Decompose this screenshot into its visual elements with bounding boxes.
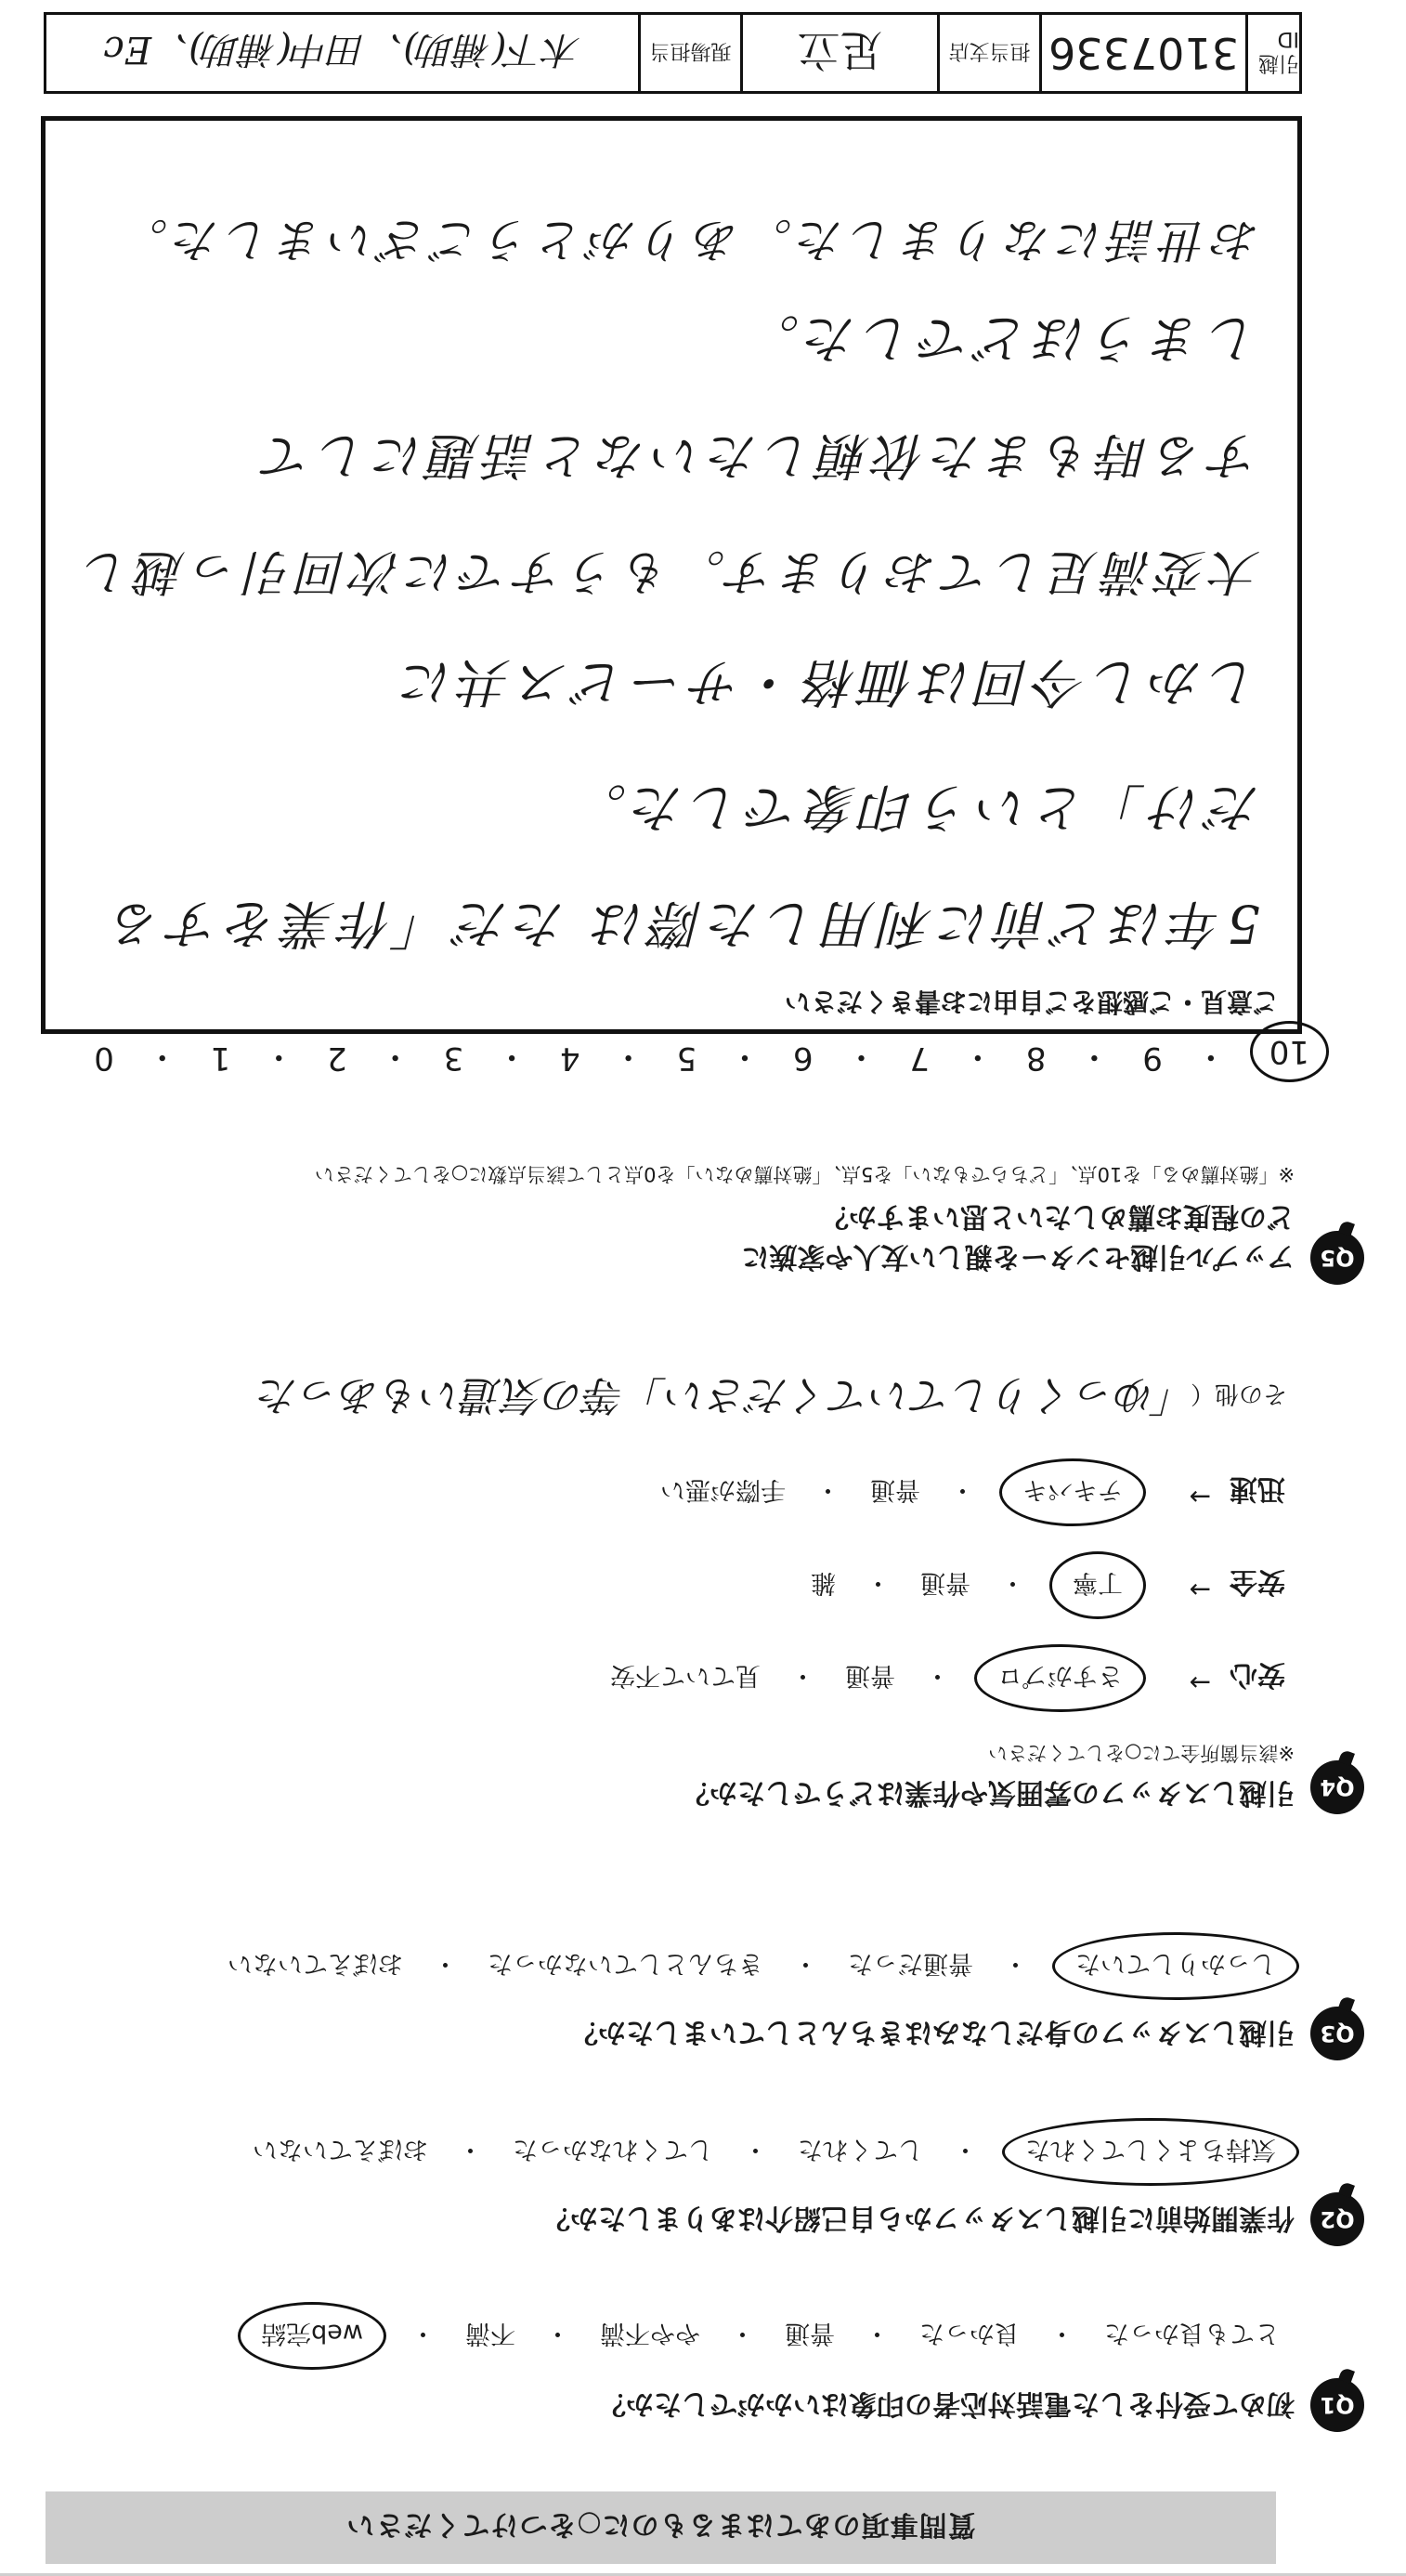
- q4-question: 引越しスタッフの雰囲気や作業はどうでしたか？: [682, 1776, 1295, 1809]
- q4-row-1-option-1-selected[interactable]: さすがプロ: [974, 1644, 1146, 1712]
- q1-options: とても良かった ・ 良かった ・ 普通 ・ やや不満 ・ 不満 ・ web完結: [238, 2302, 1285, 2370]
- crew-label: 現場担当: [638, 15, 740, 91]
- q3-option-3[interactable]: きちんとしていなかった: [488, 1949, 763, 1978]
- q5-note: ※「絶対薦める」を10点、「どちらでもない」を5点、「絶対薦めない」を0点として該当点数に○をしてください: [314, 1163, 1295, 1185]
- q5-score-9[interactable]: 9: [1142, 1040, 1163, 1077]
- branch-value: 足立: [740, 15, 937, 91]
- q4-row-1-label: 安心: [1230, 1658, 1285, 1691]
- q3-question: 引越しスタッフの身だしなみはきちんとしていましたか？: [570, 2016, 1295, 2048]
- q4-badge: Q4: [1310, 1760, 1364, 1814]
- q4-row-3-options: テキパキ ・ 普通 ・ 手際が悪い: [655, 1458, 1146, 1526]
- q3-option-1-selected[interactable]: しっかりしていた: [1052, 1932, 1299, 2000]
- move-id-label: 引越ID: [1245, 15, 1299, 91]
- q1-option-3[interactable]: 普通: [785, 2319, 835, 2347]
- q2-option-2[interactable]: してくれた: [798, 2135, 923, 2164]
- comment-line-4: 大変満足しております。もうすでに次回引っ越し: [77, 543, 1260, 599]
- q5-score-5[interactable]: 5: [676, 1040, 697, 1077]
- crew-value: 木下(補助)、田中(補助)、Ec: [103, 28, 581, 72]
- q4-row-2-option-1-selected[interactable]: 丁寧: [1049, 1551, 1146, 1619]
- q5-score-8[interactable]: 8: [1025, 1040, 1047, 1077]
- comment-line-2: だけ」という印象でした。: [569, 777, 1260, 837]
- comment-line-6: しまうほどでした。: [742, 307, 1260, 368]
- q1-badge: Q1: [1310, 2378, 1364, 2432]
- q1-option-5[interactable]: 不満: [465, 2319, 515, 2347]
- q1-option-4[interactable]: やや不満: [600, 2319, 700, 2347]
- q1-question: 初めて受付をした電話対応者の印象はいかがでしたか？: [598, 2387, 1295, 2420]
- q3-badge: Q3: [1310, 2007, 1364, 2060]
- q4-row-2-options: 丁寧 ・ 普通 ・ 雑: [805, 1551, 1146, 1619]
- q5-score-1[interactable]: 1: [210, 1040, 231, 1077]
- q5-score-4[interactable]: 4: [560, 1040, 580, 1077]
- q4-row-3-option-2[interactable]: 普通: [870, 1475, 920, 1504]
- staff-info-table: [44, 12, 1302, 94]
- q4-row-3-option-3[interactable]: 手際が悪い: [660, 1475, 786, 1504]
- q4-row-2-option-2[interactable]: 普通: [920, 1568, 970, 1597]
- q4-row-3-label: 迅速: [1230, 1472, 1285, 1505]
- q4-row-3-option-1-selected[interactable]: テキパキ: [999, 1458, 1146, 1526]
- q1-option-6-selected[interactable]: web完結: [238, 2302, 386, 2370]
- q3-option-4[interactable]: おぼえていない: [228, 1949, 403, 1978]
- q5-score-6[interactable]: 6: [792, 1040, 814, 1077]
- q4-other-label: その他（: [1190, 1380, 1287, 1407]
- q2-options: 気持ちよくしてくれた ・ してくれた ・ してくれなかった ・ おぼえていない: [247, 2118, 1299, 2186]
- q5-question-line2: どの程度お薦めしたいと思いますか？: [821, 1200, 1295, 1233]
- q4-other-handwritten: 「ゆっくりしていてください」等の気遣いもあった: [257, 1371, 1197, 1419]
- q5-score-7[interactable]: 7: [909, 1040, 931, 1077]
- move-id-value: 3107336: [1039, 15, 1245, 91]
- q5-score-0[interactable]: 0: [94, 1040, 114, 1077]
- q5-score-scale: 10 ・ 9 ・ 8 ・ 7 ・ 6 ・ 5 ・ 4 ・ 3 ・ 2 ・ 1 ・ 0: [85, 1021, 1329, 1082]
- q5-question-line1: アップル引越センターを親しい友人や家族に: [741, 1240, 1295, 1273]
- q2-question: 作業開始前に引越しスタッフから自己紹介はありましたか？: [542, 2202, 1295, 2234]
- q4-row-1-arrow: →: [1189, 1667, 1211, 1698]
- branch-label: 担当支店: [937, 15, 1039, 91]
- q4-row-2-label: 安全: [1230, 1565, 1285, 1598]
- q1-option-1[interactable]: とても良かった: [1104, 2319, 1280, 2347]
- q2-option-1-selected[interactable]: 気持ちよくしてくれた: [1002, 2118, 1299, 2186]
- comments-box[interactable]: [41, 116, 1302, 1034]
- q2-option-3[interactable]: してくれなかった: [513, 2135, 713, 2164]
- q5-badge: Q5: [1310, 1231, 1364, 1285]
- q5-score-2[interactable]: 2: [327, 1040, 347, 1077]
- q4-row-1-option-3[interactable]: 見ていて不安: [610, 1661, 761, 1690]
- q4-note: ※該当箇所全てに○をしてください: [988, 1742, 1295, 1764]
- q4-row-2-arrow: →: [1189, 1575, 1211, 1605]
- q4-row-2-option-3[interactable]: 雑: [811, 1568, 836, 1597]
- q2-option-4[interactable]: おぼえていない: [253, 2135, 428, 2164]
- q3-options: しっかりしていた ・ 普通だった ・ きちんとしていなかった ・ おぼえていない: [222, 1932, 1299, 2000]
- q3-option-2[interactable]: 普通だった: [848, 1949, 973, 1978]
- comment-line-5: する時もまた依頼したいなと話題にして: [257, 426, 1260, 485]
- q5-score-3[interactable]: 3: [443, 1040, 464, 1077]
- comment-line-1: 5年ほど前に利用した際は ただ「作業をする: [105, 893, 1260, 953]
- q1-option-2[interactable]: 良かった: [919, 2319, 1020, 2347]
- comments-title: ご意見・ご感想をご自由にお書きください: [784, 987, 1279, 1017]
- q2-badge: Q2: [1310, 2192, 1364, 2246]
- q4-row-1-options: さすがプロ ・ 普通 ・ 見ていて不安: [605, 1644, 1146, 1712]
- comment-line-3: しかし今回は価格・サービス共に: [397, 651, 1260, 712]
- q4-row-1-option-2[interactable]: 普通: [845, 1661, 895, 1690]
- comment-line-7: お世話になりました。ありがとうございました。: [116, 213, 1260, 267]
- q4-row-3-arrow: →: [1189, 1482, 1211, 1512]
- instruction-banner: 質問事項のあてはまるものに○をつけてください: [46, 2491, 1276, 2564]
- q5-score-10-selected[interactable]: 10: [1250, 1021, 1329, 1082]
